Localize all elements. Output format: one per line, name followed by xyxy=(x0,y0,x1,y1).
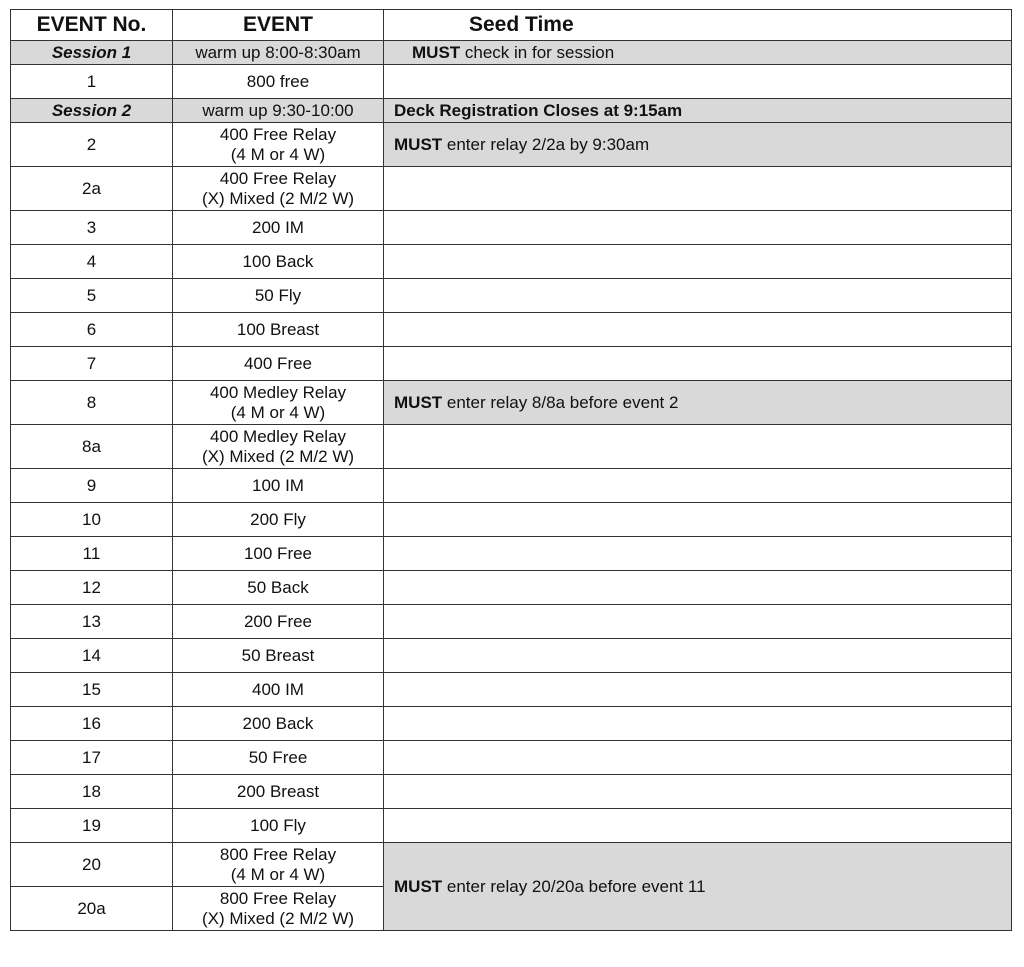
note-text: enter relay 8/8a before event 2 xyxy=(442,392,679,412)
note-emphasis: MUST xyxy=(394,392,443,412)
event-number: 5 xyxy=(11,279,173,313)
table-row xyxy=(11,537,1012,571)
note-text: enter relay 20/20a before event 11 xyxy=(442,876,706,896)
table-row xyxy=(11,245,1012,279)
event-number: 4 xyxy=(11,245,173,279)
table-row xyxy=(11,673,1012,707)
seed-time-cell xyxy=(384,313,1012,347)
seed-time-cell xyxy=(384,775,1012,809)
seed-time-note xyxy=(384,843,1012,931)
event-number: 18 xyxy=(11,775,173,809)
header-event: EVENT xyxy=(173,10,384,41)
event-line-1: 800 Free Relay xyxy=(219,844,337,864)
seed-time-cell xyxy=(384,673,1012,707)
seed-time-cell xyxy=(384,425,1012,469)
session-label: Session 2 xyxy=(11,99,173,123)
event-name: 200 Fly xyxy=(173,503,384,537)
seed-time-note xyxy=(384,123,1012,167)
header-seed-time: Seed Time xyxy=(384,10,1012,41)
seed-time-cell xyxy=(384,639,1012,673)
event-number: 2a xyxy=(11,167,173,211)
table-row xyxy=(11,313,1012,347)
event-name xyxy=(173,381,384,425)
event-name xyxy=(173,123,384,167)
table-row xyxy=(11,639,1012,673)
event-line-2: (4 M or 4 W) xyxy=(230,864,326,884)
event-name: 50 Back xyxy=(173,571,384,605)
seed-time-cell xyxy=(384,809,1012,843)
event-line-1: 400 Free Relay xyxy=(219,124,337,144)
event-name: 200 Breast xyxy=(173,775,384,809)
table-row xyxy=(11,843,1012,887)
table-row xyxy=(11,741,1012,775)
event-line-1: 400 Free Relay xyxy=(219,168,337,188)
event-number: 19 xyxy=(11,809,173,843)
seed-time-cell xyxy=(384,469,1012,503)
event-number: 7 xyxy=(11,347,173,381)
table-row xyxy=(11,605,1012,639)
event-name xyxy=(173,167,384,211)
event-number: 10 xyxy=(11,503,173,537)
event-schedule-table xyxy=(10,9,1012,931)
table-row xyxy=(11,381,1012,425)
table-row xyxy=(11,707,1012,741)
event-number: 13 xyxy=(11,605,173,639)
note-emphasis: MUST xyxy=(394,876,443,896)
event-name xyxy=(173,843,384,887)
session-note xyxy=(384,41,1012,65)
note-emphasis: MUST xyxy=(394,134,443,154)
session-1-row xyxy=(11,41,1012,65)
header-row xyxy=(11,10,1012,41)
table-row xyxy=(11,469,1012,503)
note-text: check in for session xyxy=(460,42,615,62)
event-line-2: (X) Mixed (2 M/2 W) xyxy=(201,188,355,208)
seed-time-cell xyxy=(384,537,1012,571)
event-line-2: (X) Mixed (2 M/2 W) xyxy=(201,908,355,928)
event-number: 1 xyxy=(11,65,173,99)
seed-time-cell xyxy=(384,279,1012,313)
event-number: 3 xyxy=(11,211,173,245)
table-row xyxy=(11,809,1012,843)
session-2-row xyxy=(11,99,1012,123)
seed-time-cell xyxy=(384,347,1012,381)
event-name: 50 Free xyxy=(173,741,384,775)
table-row xyxy=(11,211,1012,245)
event-name: 100 Breast xyxy=(173,313,384,347)
event-number: 8 xyxy=(11,381,173,425)
event-number: 14 xyxy=(11,639,173,673)
table-row xyxy=(11,571,1012,605)
event-line-2: (X) Mixed (2 M/2 W) xyxy=(201,446,355,466)
event-line-2: (4 M or 4 W) xyxy=(230,402,326,422)
table-row xyxy=(11,167,1012,211)
event-name: 200 IM xyxy=(173,211,384,245)
event-number: 8a xyxy=(11,425,173,469)
session-warmup: warm up 9:30-10:00 xyxy=(173,99,384,123)
event-name: 100 Fly xyxy=(173,809,384,843)
event-line-1: 800 Free Relay xyxy=(219,888,337,908)
event-number: 2 xyxy=(11,123,173,167)
event-number: 15 xyxy=(11,673,173,707)
event-line-1: 400 Medley Relay xyxy=(209,426,347,446)
event-number: 9 xyxy=(11,469,173,503)
event-name: 50 Fly xyxy=(173,279,384,313)
header-event-no: EVENT No. xyxy=(11,10,173,41)
event-number: 17 xyxy=(11,741,173,775)
seed-time-cell xyxy=(384,503,1012,537)
event-name: 400 Free xyxy=(173,347,384,381)
note-emphasis: MUST xyxy=(412,42,461,62)
seed-time-cell xyxy=(384,707,1012,741)
table-row xyxy=(11,775,1012,809)
event-name: 800 free xyxy=(173,65,384,99)
event-name: 400 IM xyxy=(173,673,384,707)
event-number: 20 xyxy=(11,843,173,887)
session-warmup: warm up 8:00-8:30am xyxy=(173,41,384,65)
event-name: 50 Breast xyxy=(173,639,384,673)
event-name xyxy=(173,425,384,469)
event-line-2: (4 M or 4 W) xyxy=(230,144,326,164)
table-row xyxy=(11,65,1012,99)
event-name: 100 IM xyxy=(173,469,384,503)
event-name: 200 Back xyxy=(173,707,384,741)
table-row xyxy=(11,503,1012,537)
seed-time-cell xyxy=(384,167,1012,211)
session-note: Deck Registration Closes at 9:15am xyxy=(384,99,1012,123)
event-number: 20a xyxy=(11,887,173,931)
event-line-1: 400 Medley Relay xyxy=(209,382,347,402)
event-number: 12 xyxy=(11,571,173,605)
table-row xyxy=(11,123,1012,167)
note-text: enter relay 2/2a by 9:30am xyxy=(442,134,650,154)
seed-time-cell xyxy=(384,741,1012,775)
session-label: Session 1 xyxy=(11,41,173,65)
seed-time-note xyxy=(384,381,1012,425)
seed-time-cell xyxy=(384,211,1012,245)
event-number: 11 xyxy=(11,537,173,571)
event-name: 200 Free xyxy=(173,605,384,639)
event-name: 100 Back xyxy=(173,245,384,279)
table-row xyxy=(11,279,1012,313)
seed-time-cell xyxy=(384,605,1012,639)
seed-time-cell xyxy=(384,571,1012,605)
seed-time-cell xyxy=(384,245,1012,279)
table-row xyxy=(11,347,1012,381)
event-name xyxy=(173,887,384,931)
event-number: 6 xyxy=(11,313,173,347)
seed-time-cell xyxy=(384,65,1012,99)
event-number: 16 xyxy=(11,707,173,741)
event-name: 100 Free xyxy=(173,537,384,571)
table-row xyxy=(11,425,1012,469)
